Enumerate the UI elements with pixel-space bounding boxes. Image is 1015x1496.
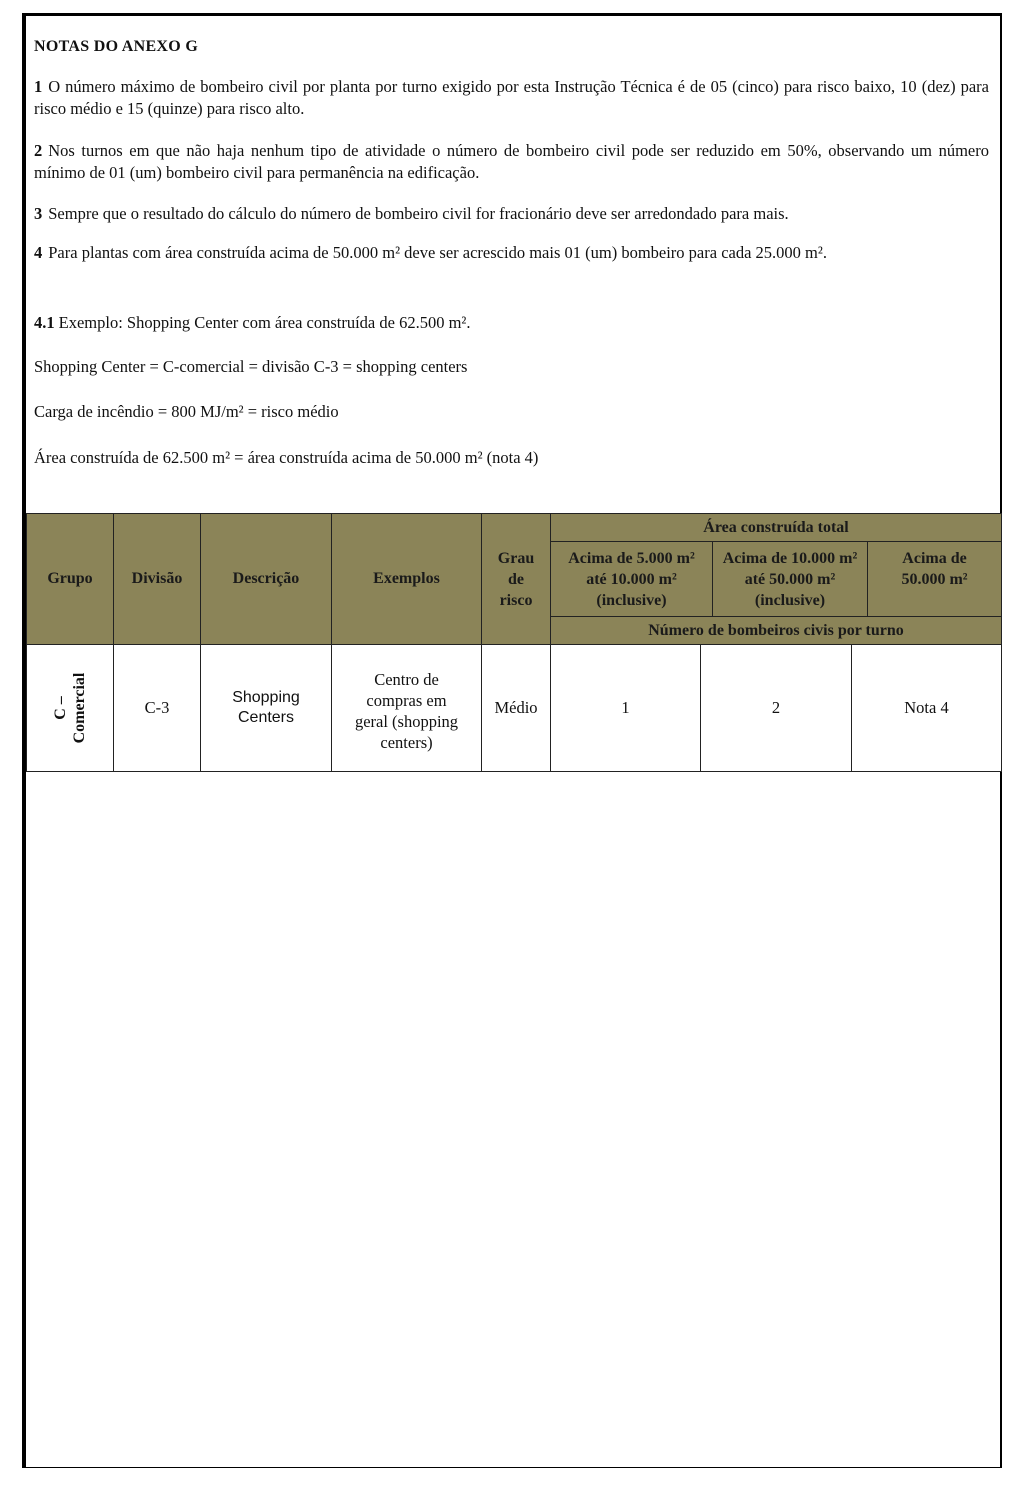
header-exemplos: Exemplos (331, 513, 482, 645)
note-number: 4 (34, 243, 43, 262)
grupo-value: C – Comercial (52, 672, 88, 744)
example-line: Shopping Center = C-comercial = divisão C-3 = shopping centers (34, 357, 468, 376)
note-4 (34, 242, 989, 264)
cell-divisao: C-3 (113, 644, 201, 772)
note-1 (34, 76, 989, 120)
header-area-col-2: Acima de 10.000 m² até 50.000 m² (inclusive) (712, 541, 868, 617)
cell-grau-risco: Médio (481, 644, 551, 772)
cell-grupo (26, 644, 114, 772)
note-number: 2 (34, 141, 43, 160)
notes-section (34, 36, 989, 467)
cell-value-1: 1 (550, 644, 701, 772)
note-number: 3 (34, 204, 43, 223)
note-number: 1 (34, 77, 43, 96)
header-area-total: Área construída total (550, 513, 1002, 542)
cell-value-2: 2 (700, 644, 852, 772)
header-grupo: Grupo (26, 513, 114, 645)
cell-exemplos: Centro de compras em geral (shopping centers) (331, 644, 482, 772)
notes-heading: NOTAS DO ANEXO G (34, 38, 199, 55)
note-number: 4.1 (34, 313, 55, 332)
header-bombeiros: Número de bombeiros civis por turno (550, 616, 1002, 645)
note-text: O número máximo de bombeiro civil por planta por turno exigido por esta Instrução Técnica é de 05 (cinco) para risco baixo, 10 (dez) para risco médio e 15 (quinze) para risco alto. (34, 77, 989, 118)
bombeiros-table (26, 513, 1002, 772)
cell-value-3: Nota 4 (851, 644, 1002, 772)
note-text: Para plantas com área construída acima de 50.000 m² deve ser acrescido mais 01 (um) bombeiro para cada 25.000 m². (48, 243, 827, 262)
note-text: Exemplo: Shopping Center com área construída de 62.500 m². (58, 313, 471, 332)
header-area-col-3: Acima de 50.000 m² (867, 541, 1002, 617)
note-2 (34, 140, 989, 184)
note-text: Nos turnos em que não haja nenhum tipo de atividade o número de bombeiro civil pode ser reduzido em 50%, observando um número mínimo de 01 (um) bombeiro civil para permanência na edificação. (34, 141, 989, 182)
note-text: Sempre que o resultado do cálculo do número de bombeiro civil for fracionário deve ser arredondado para mais. (48, 204, 789, 223)
note-4-1 (34, 312, 989, 334)
cell-descricao: Shopping Centers (200, 644, 332, 772)
note-3 (34, 203, 989, 225)
example-line: Área construída de 62.500 m² = área construída acima de 50.000 m² (nota 4) (34, 448, 539, 467)
example-line: Carga de incêndio = 800 MJ/m² = risco médio (34, 402, 339, 421)
header-area-col-1: Acima de 5.000 m² até 10.000 m² (inclusive) (550, 541, 713, 617)
header-descricao: Descrição (200, 513, 332, 645)
header-divisao: Divisão (113, 513, 201, 645)
header-grau-risco: Grau de risco (481, 513, 551, 645)
